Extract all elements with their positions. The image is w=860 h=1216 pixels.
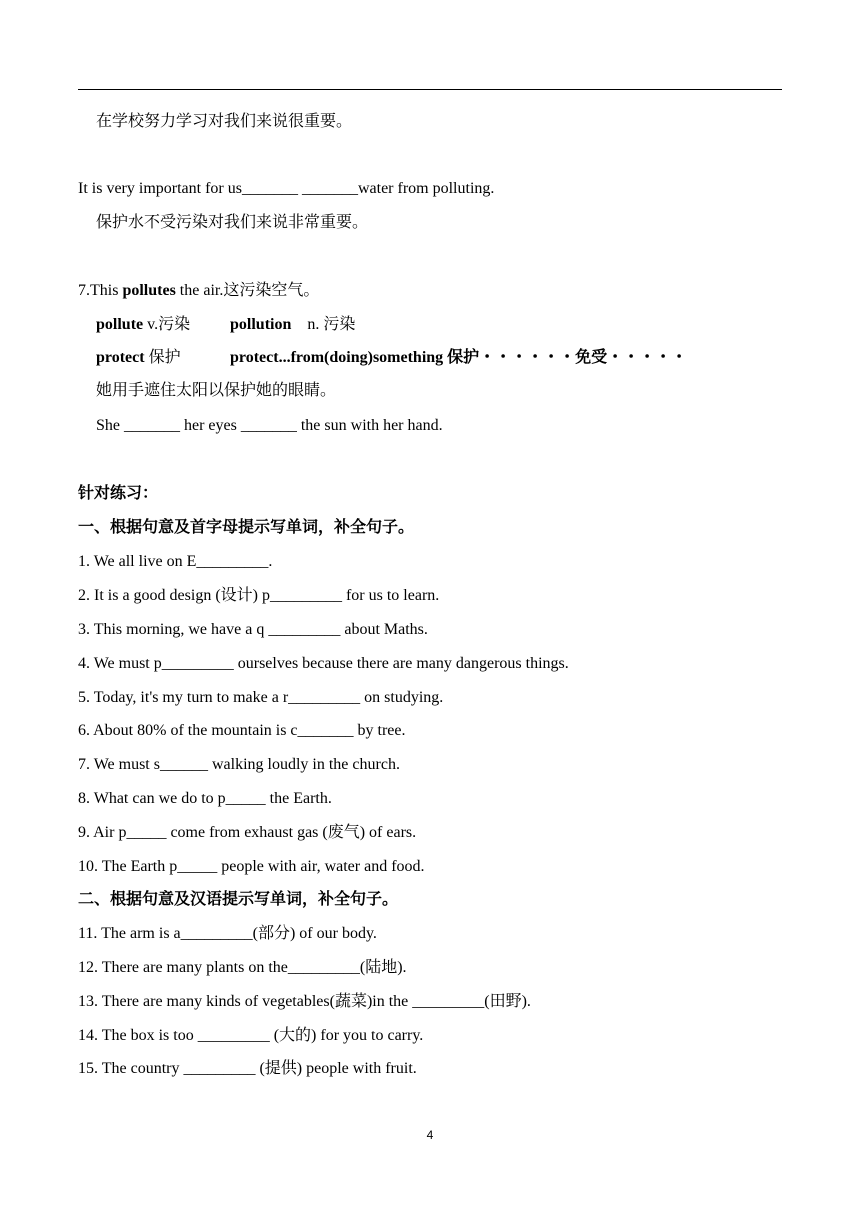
exercise-item-3: 3. This morning, we have a q _________ about Maths. bbox=[78, 621, 428, 638]
vocab-row-protect bbox=[96, 348, 181, 368]
en-example-sentence: She _______ her eyes _______ the sun with her hand. bbox=[96, 417, 443, 434]
word-protect: protect bbox=[96, 349, 145, 366]
exercise-item-8: 8. What can we do to p_____ the Earth. bbox=[78, 790, 332, 807]
exercise-item-13: 13. There are many kinds of vegetables(蔬菜)in the _________(田野). bbox=[78, 993, 531, 1010]
exercise-item-9: 9. Air p_____ come from exhaust gas (废气) of ears. bbox=[78, 824, 417, 841]
exercise-item-7: 7. We must s______ walking loudly in the church. bbox=[78, 756, 400, 773]
word-pollution: pollution bbox=[230, 316, 292, 333]
vocab-row-pollute bbox=[96, 315, 190, 335]
page-number: 4 bbox=[426, 1128, 434, 1142]
exercise-item-6: 6. About 80% of the mountain is c_______ by tree. bbox=[78, 722, 406, 739]
header-rule bbox=[78, 89, 782, 90]
def-pollute: v.污染 bbox=[143, 316, 191, 333]
def-pollution: n. 污染 bbox=[307, 316, 356, 333]
exercise-item-1: 1. We all live on E_________. bbox=[78, 553, 273, 570]
practice-heading: 针对练习： bbox=[78, 485, 159, 502]
exercise-item-14: 14. The box is too _________ (大的) for you to carry. bbox=[78, 1027, 424, 1044]
exercise-item-2: 2. It is a good design (设计) p_________ for us to learn. bbox=[78, 587, 440, 604]
item7-title bbox=[78, 281, 319, 301]
vocab-row-pollution bbox=[230, 315, 355, 335]
item7-keyword: pollutes bbox=[122, 282, 176, 299]
cn-sentence-study: 在学校努力学习对我们来说很重要。 bbox=[96, 113, 353, 130]
cn-sentence-protect-water: 保护水不受污染对我们来说非常重要。 bbox=[96, 214, 369, 231]
def-protect: 保护 bbox=[144, 349, 181, 366]
section1-title: 一、根据句意及首字母提示写单词，补全句子。 bbox=[78, 519, 415, 536]
exercise-item-11: 11. The arm is a_________(部分) of our body. bbox=[78, 925, 377, 942]
section2-title: 二、根据句意及汉语提示写单词，补全句子。 bbox=[78, 891, 399, 908]
word-pollute: pollute bbox=[96, 316, 144, 333]
exercise-item-5: 5. Today, it's my turn to make a r_________ on studying. bbox=[78, 689, 444, 706]
exercise-item-10: 10. The Earth p_____ people with air, water and food. bbox=[78, 858, 425, 875]
item7-prefix: 7.This bbox=[78, 282, 123, 299]
en-sentence-protect-water: It is very important for us_______ _______water from polluting. bbox=[78, 180, 495, 197]
exercise-item-15: 15. The country _________ (提供) people with fruit. bbox=[78, 1060, 417, 1077]
cn-example-sentence: 她用手遮住太阳以保护她的眼睛。 bbox=[96, 382, 337, 399]
phrase-protect-from bbox=[230, 348, 687, 368]
phrase-protect-from-text: protect...from(doing)something 保护・・・・・・免受・・・・・ bbox=[230, 349, 688, 366]
exercise-item-4: 4. We must p_________ ourselves because there are many dangerous things. bbox=[78, 655, 569, 672]
exercise-item-12: 12. There are many plants on the_________(陆地). bbox=[78, 959, 407, 976]
item7-rest: the air.这污染空气。 bbox=[175, 282, 320, 299]
